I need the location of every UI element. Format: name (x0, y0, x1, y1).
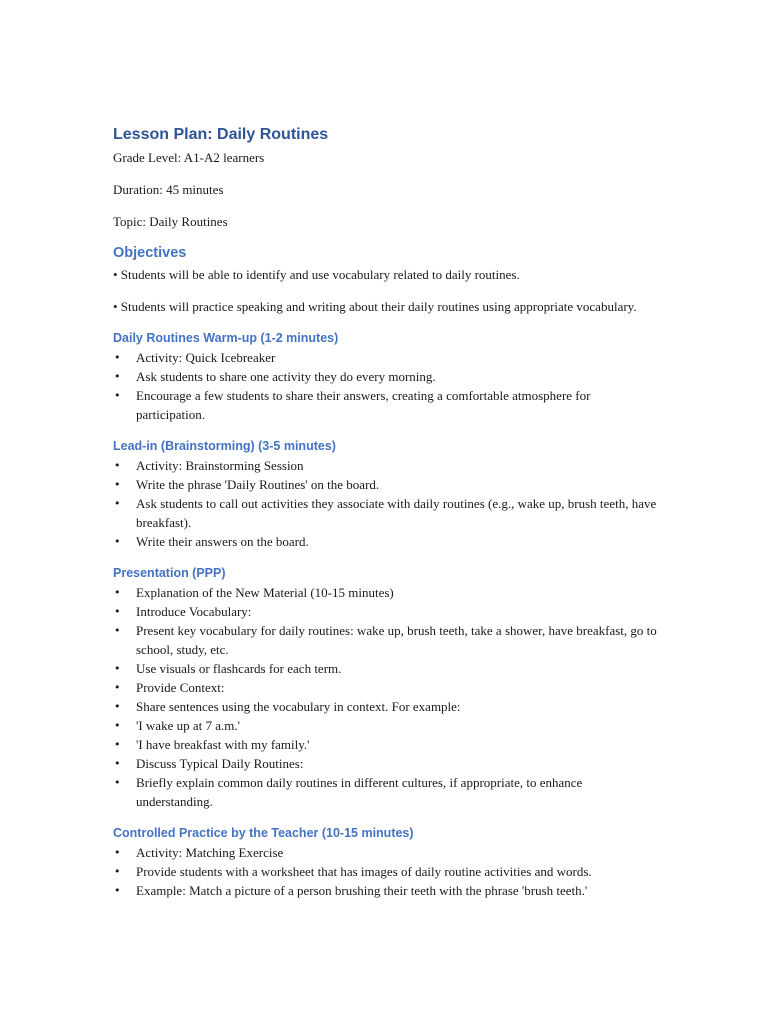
section-list-presentation (113, 583, 658, 811)
duration: Duration: 45 minutes (113, 182, 224, 197)
list-item-text: Activity: Matching Exercise (136, 845, 284, 860)
bullet-icon: • (114, 389, 121, 402)
list-item (113, 475, 658, 494)
objective-item: • Students will practice speaking and writing about their daily routines using appropriate vocabulary. (113, 299, 637, 314)
list-item-text: Provide Context: (136, 680, 225, 695)
section-list-controlled-practice (113, 843, 658, 900)
section-heading-controlled-practice: Controlled Practice by the Teacher (10-15 minutes) (113, 826, 414, 840)
list-item (113, 386, 658, 424)
list-item-text: Explanation of the New Material (10-15 minutes) (136, 585, 394, 600)
bullet-icon: • (114, 497, 121, 510)
objective-item: • Students will be able to identify and use vocabulary related to daily routines. (113, 267, 520, 282)
bullet-icon: • (114, 586, 121, 599)
bullet-icon: • (114, 662, 121, 675)
section-heading-presentation: Presentation (PPP) (113, 566, 226, 580)
section-list-warm-up (113, 348, 658, 424)
list-item (113, 456, 658, 475)
list-item-text: Present key vocabulary for daily routines: wake up, brush teeth, take a shower, have breakfast, go to school, study, etc. (136, 623, 657, 657)
list-item (113, 348, 658, 367)
list-item-text: 'I have breakfast with my family.' (136, 737, 310, 752)
topic: Topic: Daily Routines (113, 214, 228, 229)
list-item-text: Activity: Quick Icebreaker (136, 350, 276, 365)
list-item (113, 659, 658, 678)
list-item (113, 716, 658, 735)
document-title: Lesson Plan: Daily Routines (113, 126, 329, 143)
bullet-icon: • (114, 884, 121, 897)
bullet-icon: • (114, 624, 121, 637)
list-item-text: Discuss Typical Daily Routines: (136, 756, 304, 771)
list-item-text: Example: Match a picture of a person brushing their teeth with the phrase 'brush teeth.' (136, 883, 588, 898)
list-item-text: Provide students with a worksheet that has images of daily routine activities and words. (136, 864, 592, 879)
bullet-icon: • (114, 351, 121, 364)
list-item (113, 773, 658, 811)
list-item-text: Share sentences using the vocabulary in context. For example: (136, 699, 461, 714)
bullet-icon: • (114, 605, 121, 618)
list-item-text: Ask students to share one activity they do every morning. (136, 369, 436, 384)
bullet-icon: • (114, 719, 121, 732)
list-item-text: Use visuals or flashcards for each term. (136, 661, 342, 676)
bullet-icon: • (114, 738, 121, 751)
bullet-icon: • (114, 700, 121, 713)
grade-level: Grade Level: A1-A2 learners (113, 150, 265, 165)
document-page (113, 124, 658, 900)
bullet-icon: • (114, 846, 121, 859)
list-item (113, 735, 658, 754)
list-item (113, 862, 658, 881)
list-item (113, 583, 658, 602)
section-heading-lead-in: Lead-in (Brainstorming) (3-5 minutes) (113, 439, 336, 453)
bullet-icon: • (114, 535, 121, 548)
list-item (113, 881, 658, 900)
list-item (113, 621, 658, 659)
list-item (113, 367, 658, 386)
list-item-text: Briefly explain common daily routines in different cultures, if appropriate, to enhance understanding. (136, 775, 583, 809)
list-item-text: Activity: Brainstorming Session (136, 458, 304, 473)
bullet-icon: • (114, 757, 121, 770)
bullet-icon: • (114, 459, 121, 472)
list-item (113, 494, 658, 532)
list-item (113, 678, 658, 697)
objectives-heading: Objectives (113, 245, 187, 261)
section-heading-warm-up: Daily Routines Warm-up (1-2 minutes) (113, 331, 339, 345)
list-item-text: Write the phrase 'Daily Routines' on the board. (136, 477, 380, 492)
list-item (113, 843, 658, 862)
bullet-icon: • (114, 681, 121, 694)
list-item (113, 532, 658, 551)
bullet-icon: • (114, 776, 121, 789)
bullet-icon: • (114, 865, 121, 878)
bullet-icon: • (114, 478, 121, 491)
section-list-lead-in (113, 456, 658, 551)
list-item-text: 'I wake up at 7 a.m.' (136, 718, 240, 733)
list-item-text: Introduce Vocabulary: (136, 604, 252, 619)
list-item (113, 602, 658, 621)
list-item-text: Write their answers on the board. (136, 534, 309, 549)
list-item (113, 754, 658, 773)
list-item-text: Ask students to call out activities they associate with daily routines (e.g., wake up, brush teeth, have breakfast). (136, 496, 657, 530)
list-item (113, 697, 658, 716)
list-item-text: Encourage a few students to share their answers, creating a comfortable atmosphere for participation. (136, 388, 591, 422)
bullet-icon: • (114, 370, 121, 383)
